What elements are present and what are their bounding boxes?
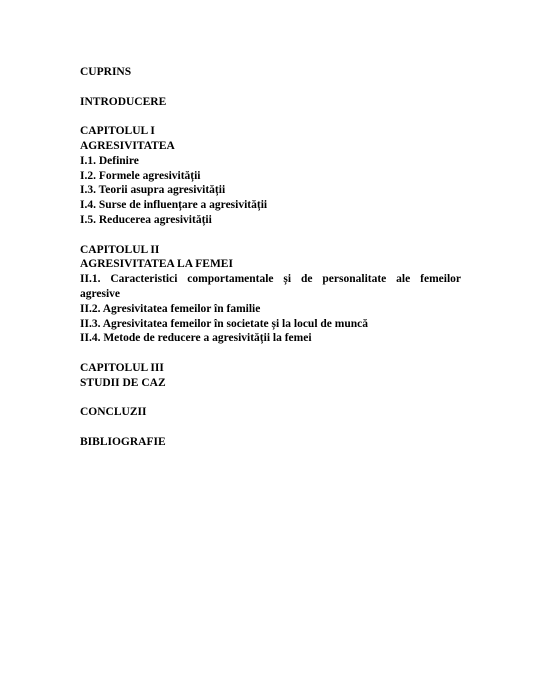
chapter-1-section: [80, 124, 461, 228]
chapter-2-section: [80, 243, 461, 347]
toc-entry-2-3: II.3. Agresivitatea femeilor în societate și la locul de muncă: [80, 317, 368, 330]
chapter-3-title: STUDII DE CAZ: [80, 376, 166, 389]
chapter-2-label: CAPITOLUL II: [80, 243, 160, 256]
toc-entry-2-2: II.2. Agresivitatea femeilor în familie: [80, 302, 261, 315]
chapter-2-title: AGRESIVITATEA LA FEMEI: [80, 258, 233, 271]
toc-entry-2-1: II.1. Caracteristici comportamentale și de personalitate ale femeilor: [80, 273, 461, 286]
toc-entry-2-4: II.4. Metode de reducere a agresivității la femei: [80, 332, 312, 345]
chapter-1-label: CAPITOLUL I: [80, 125, 155, 138]
chapter-3-label: CAPITOLUL III: [80, 361, 164, 374]
conclusions-entry: CONCLUZII: [80, 406, 147, 419]
toc-entry-1-1: I.1. Definire: [80, 154, 139, 167]
toc-entry-1-5: I.5. Reducerea agresivității: [80, 213, 212, 226]
toc-title: CUPRINS: [80, 66, 132, 78]
table-of-contents: [80, 65, 461, 450]
chapter-3-section: [80, 361, 461, 391]
introduction-entry: INTRODUCERE: [80, 95, 167, 108]
toc-entry-2-1-continued: agresive: [80, 287, 121, 300]
toc-bibliography: [80, 435, 461, 450]
toc-introduction: [80, 95, 461, 110]
toc-entry-1-2: I.2. Formele agresivității: [80, 169, 201, 182]
toc-conclusions: [80, 405, 461, 420]
toc-entry-1-4: I.4. Surse de influențare a agresivității: [80, 199, 268, 212]
bibliography-entry: BIBLIOGRAFIE: [80, 435, 166, 448]
toc-entry-1-3: I.3. Teorii asupra agresivității: [80, 184, 226, 197]
chapter-1-title: AGRESIVITATEA: [80, 139, 175, 152]
